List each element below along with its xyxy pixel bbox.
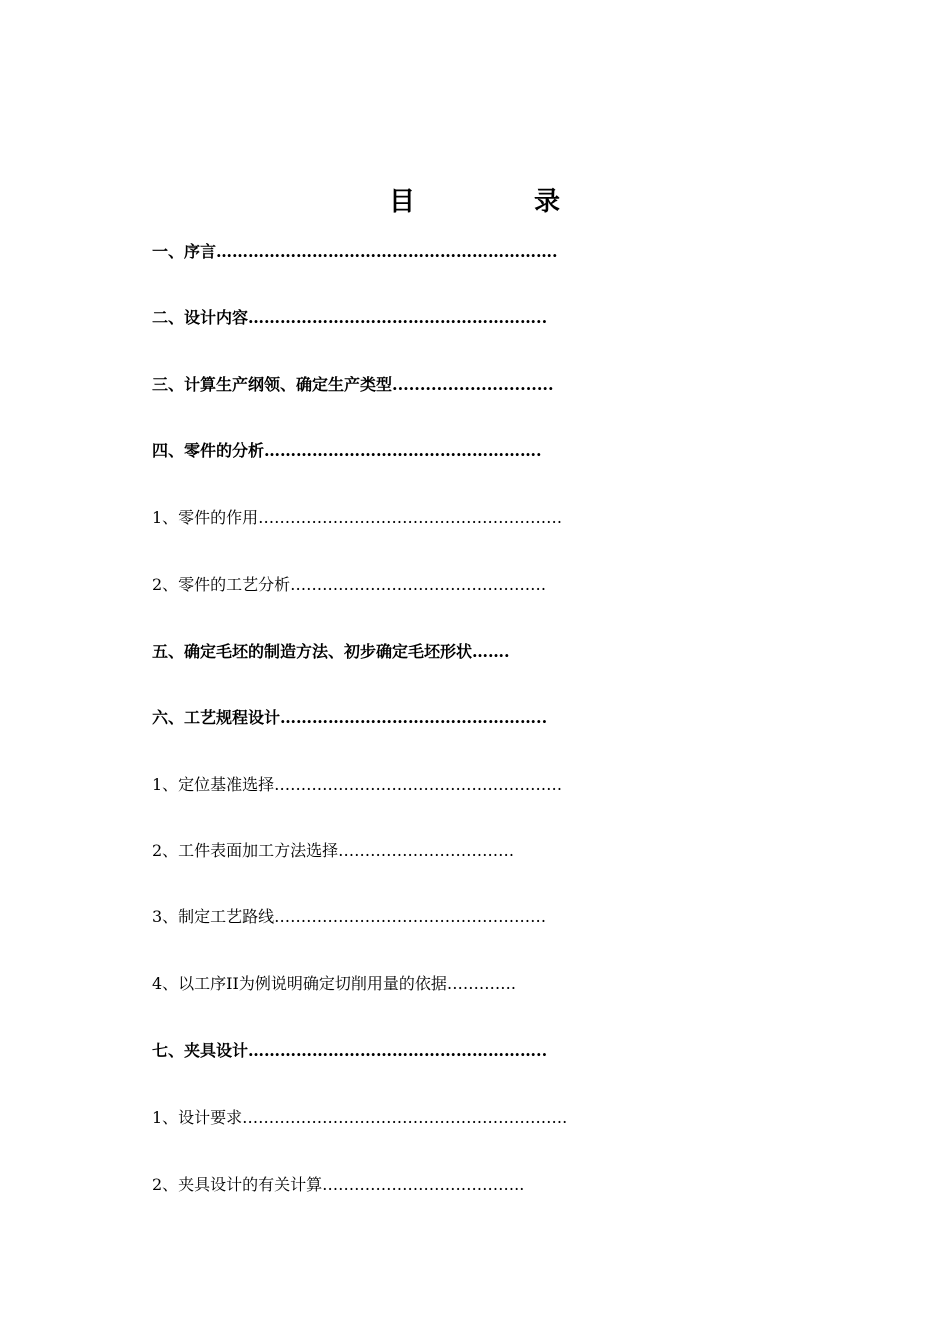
toc-item-blank-method: 五、确定毛坯的制造方法、初步确定毛坯形状…….	[152, 642, 510, 661]
toc-item-part-analysis: 四、零件的分析…………………………………………….	[152, 441, 542, 460]
toc-item-process-planning: 六、工艺规程设计…………………………………………..	[152, 708, 548, 727]
toc-subitem-datum-selection: 1、定位基准选择………………………………………………	[152, 775, 563, 794]
toc-subitem-surface-method: 2、工件表面加工方法选择……………………………	[152, 841, 515, 860]
toc-subitem-fixture-calculations: 2、夹具设计的有关计算………………………………..	[152, 1175, 525, 1194]
toc-item-production-program: 三、计算生产纲领、确定生产类型.............................	[152, 375, 554, 394]
toc-subitem-process-route: 3、制定工艺路线……………………………………………	[152, 907, 547, 926]
toc-item-design-content: 二、设计内容………………………………………………..	[152, 308, 548, 327]
title-char-1: 目	[389, 187, 416, 217]
title-char-2: 录	[534, 187, 561, 217]
toc-subitem-part-function: 1、零件的作用…………………………………………………	[152, 508, 563, 527]
toc-item-fixture-design: 七、夹具设计………………………………………………..	[152, 1041, 548, 1060]
toc-subitem-design-requirements: 1、设计要求…………………………………………………….	[152, 1108, 568, 1127]
table-of-contents	[152, 0, 852, 1342]
toc-subitem-cutting-parameters: 4、以工序II为例说明确定切削用量的依据………….	[152, 974, 516, 993]
toc-subitem-process-analysis: 2、零件的工艺分析…………………………………………	[152, 575, 547, 594]
toc-item-preface: 一、序言……………………………………………………….	[152, 242, 558, 261]
